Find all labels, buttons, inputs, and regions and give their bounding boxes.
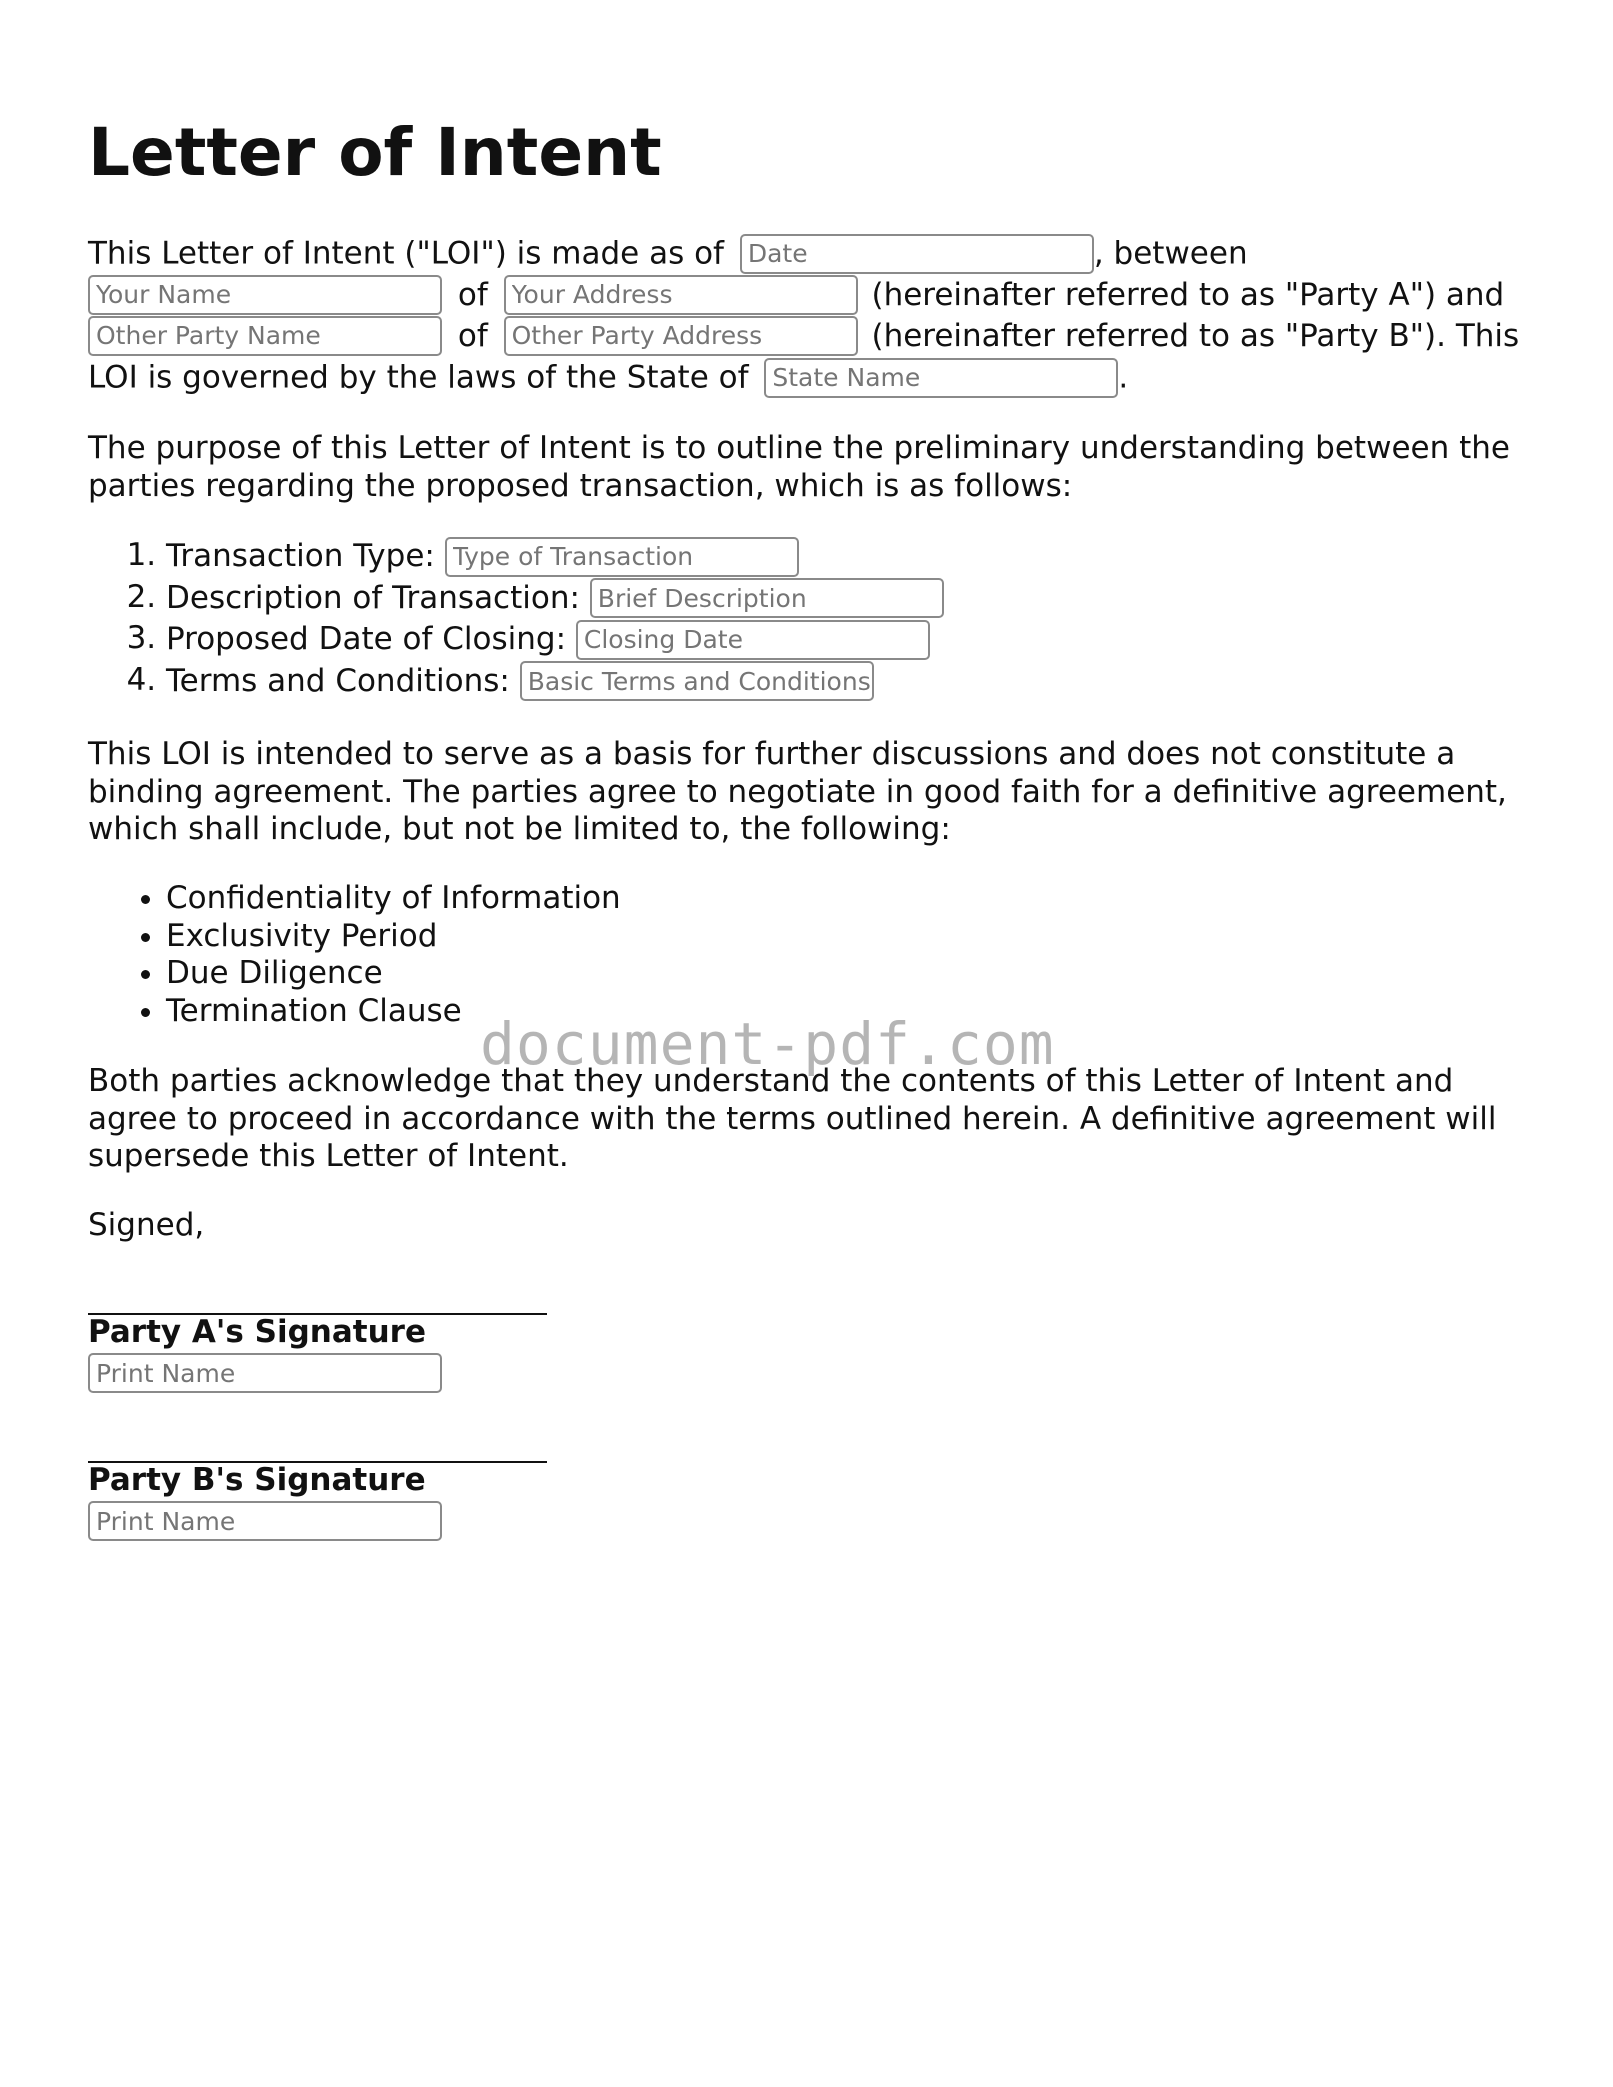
your-address-field[interactable] <box>504 275 858 315</box>
terms-conditions-label: Terms and Conditions: <box>166 662 510 699</box>
list-item <box>166 618 944 660</box>
intro-period: . <box>1118 359 1129 396</box>
party-a-signature-label: Party A's Signature <box>88 1314 426 1350</box>
list-item: • Termination Clause <box>166 993 621 1031</box>
clauses-list <box>88 880 621 1030</box>
party-b-print-name-field[interactable] <box>88 1501 442 1541</box>
signed-text: Signed, <box>88 1207 205 1243</box>
list-item: • Exclusivity Period <box>166 918 621 956</box>
intro-line-2 <box>88 272 1504 314</box>
terms-list <box>88 535 944 701</box>
watermark: document-pdf.com <box>480 1010 1055 1078</box>
intro-line-3 <box>88 313 1519 355</box>
list-item <box>166 577 944 619</box>
description-label: Description of Transaction: <box>166 579 580 616</box>
date-field[interactable] <box>740 234 1094 274</box>
list-item <box>166 535 944 577</box>
other-party-name-field[interactable] <box>88 316 442 356</box>
list-item: • Confidentiality of Information <box>166 880 621 918</box>
closing-date-label: Proposed Date of Closing: <box>166 620 567 657</box>
list-item <box>166 660 944 702</box>
of-text-2: of <box>457 317 488 354</box>
your-name-field[interactable] <box>88 275 442 315</box>
intro-text-2: , between <box>1093 235 1248 272</box>
terms-conditions-field[interactable] <box>520 661 874 701</box>
description-field[interactable] <box>590 578 944 618</box>
governing-law-text: LOI is governed by the laws of the State of <box>88 359 749 396</box>
intro-line-4 <box>88 355 1128 397</box>
list-item: • Due Diligence <box>166 955 621 993</box>
intro-line-1 <box>88 231 1248 273</box>
transaction-type-label: Transaction Type: <box>166 537 435 574</box>
party-b-reference: (hereinafter referred to as "Party B"). This <box>871 317 1520 354</box>
other-party-address-field[interactable] <box>504 316 858 356</box>
state-name-field[interactable] <box>764 358 1118 398</box>
purpose-paragraph: The purpose of this Letter of Intent is to outline the preliminary understanding between the parties regarding the proposed transaction, which is as follows: <box>88 430 1510 504</box>
party-a-print-name-field[interactable] <box>88 1353 442 1393</box>
transaction-type-field[interactable] <box>445 537 799 577</box>
intro-text-1: This Letter of Intent ("LOI") is made as of <box>88 235 724 272</box>
page-title: Letter of Intent <box>88 114 662 191</box>
closing-date-field[interactable] <box>576 620 930 660</box>
party-a-reference: (hereinafter referred to as "Party A") and <box>871 276 1505 313</box>
of-text-1: of <box>457 276 488 313</box>
nonbinding-paragraph: This LOI is intended to serve as a basis for further discussions and does not constitute a binding agreement. The parties agree to negotiate in good faith for a definitive agreement, which shall include, but not be limited to, the following: <box>88 736 1507 847</box>
party-b-signature-label: Party B's Signature <box>88 1462 426 1498</box>
acknowledge-paragraph: Both parties acknowledge that they understand the contents of this Letter of Intent and agree to proceed in accordance with the terms outlined herein. A definitive agreement will supersede this Letter of Intent. <box>88 1063 1497 1174</box>
